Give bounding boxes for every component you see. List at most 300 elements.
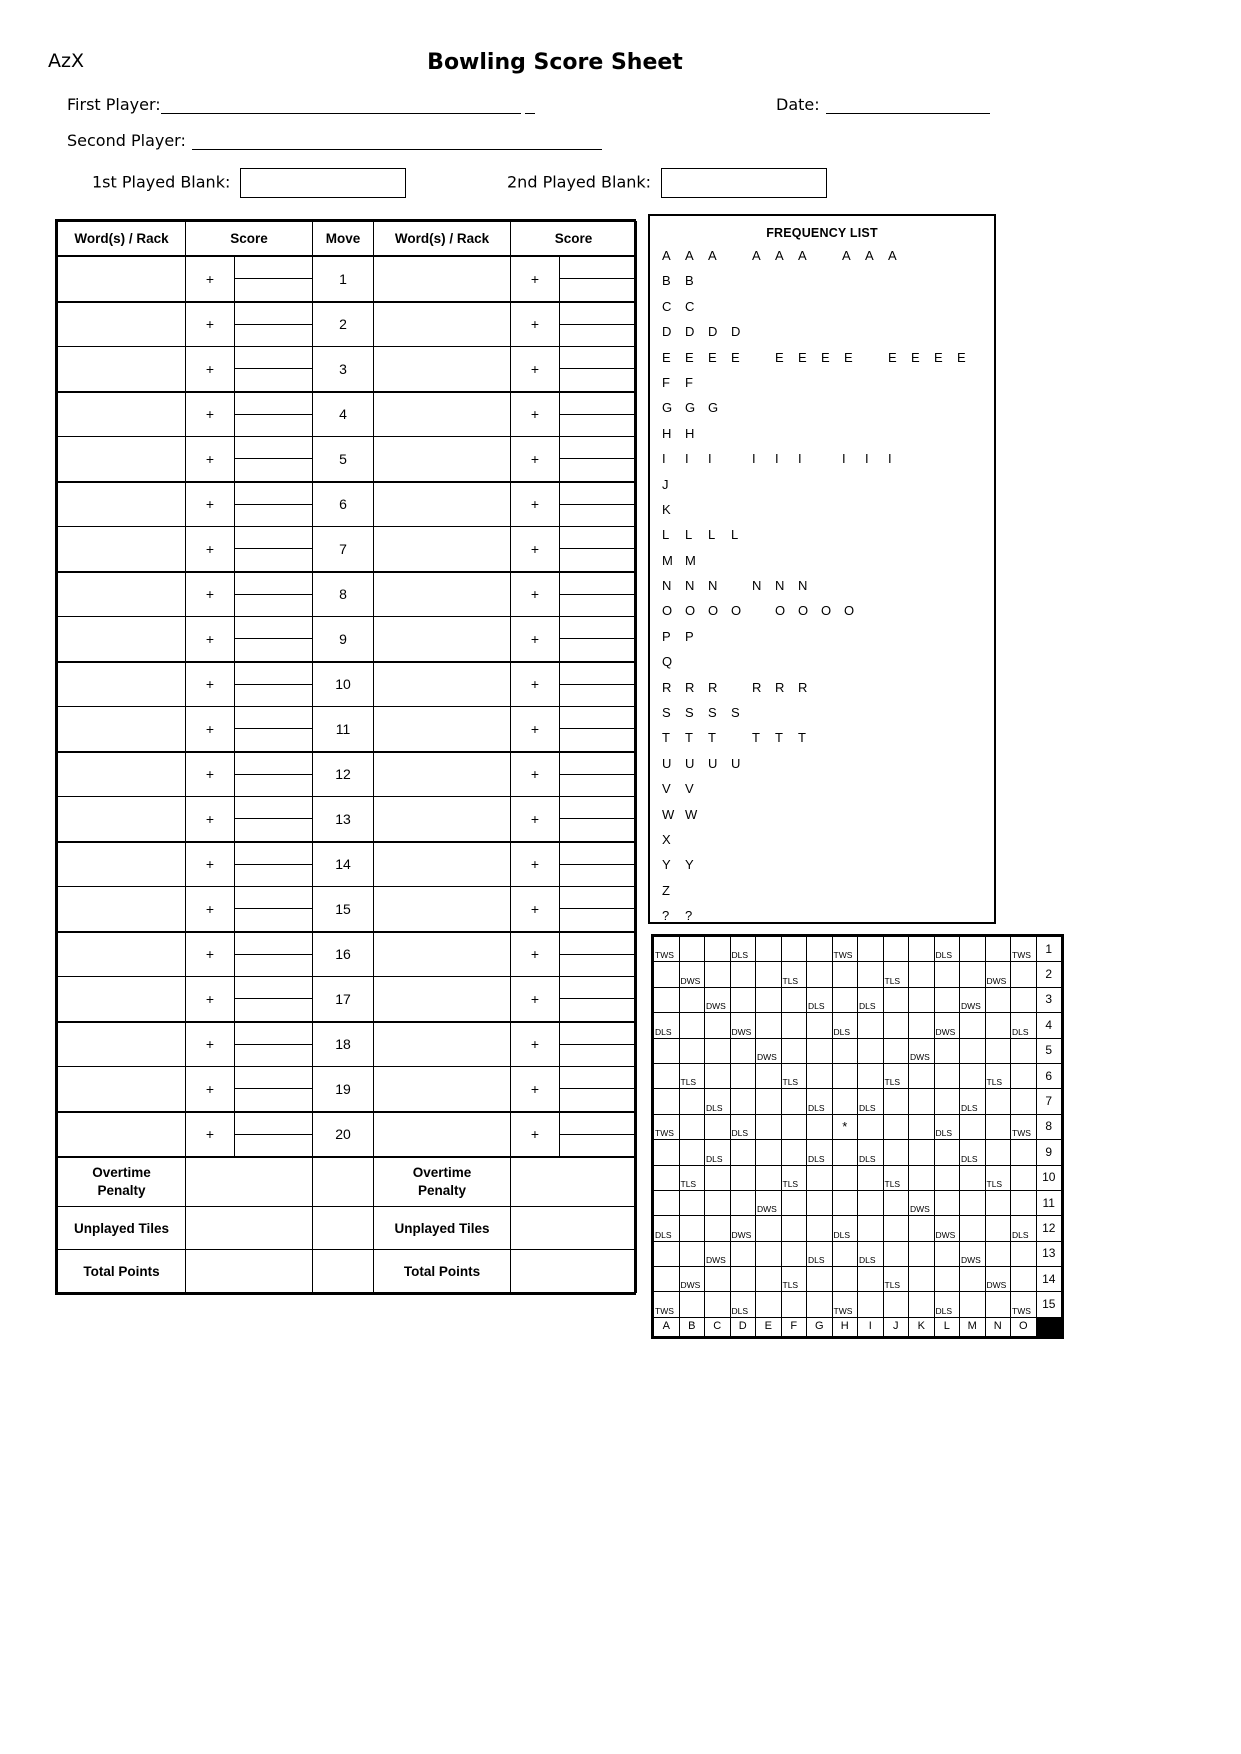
score-split-box[interactable] — [234, 1113, 312, 1157]
board-square-dls[interactable]: DLS — [934, 937, 960, 962]
score-split-bottom[interactable] — [560, 595, 636, 616]
board-square-plain[interactable] — [883, 1140, 909, 1165]
score-cell-player2[interactable] — [511, 437, 637, 482]
score-split-box[interactable] — [559, 753, 636, 797]
score-split-top[interactable] — [560, 1067, 636, 1089]
board-square-plain[interactable] — [654, 1190, 680, 1215]
word-rack-cell-player1[interactable] — [58, 256, 186, 302]
score-split-top[interactable] — [235, 347, 312, 369]
first-blank-input[interactable] — [240, 168, 406, 198]
board-square-plain[interactable] — [934, 1089, 960, 1114]
board-square-plain[interactable] — [679, 1216, 705, 1241]
board-square-plain[interactable] — [807, 1063, 833, 1088]
board-square-plain[interactable] — [934, 1267, 960, 1292]
score-cell-player1[interactable] — [186, 392, 313, 437]
board-square-plain[interactable] — [705, 937, 731, 962]
score-split-box[interactable] — [234, 573, 312, 617]
board-square-plain[interactable] — [730, 1140, 756, 1165]
word-rack-cell-player2[interactable] — [374, 887, 511, 932]
score-split-bottom[interactable] — [235, 865, 312, 886]
score-split-top[interactable] — [560, 617, 636, 639]
word-rack-cell-player1[interactable] — [58, 887, 186, 932]
score-split-bottom[interactable] — [235, 955, 312, 976]
board-square-plain[interactable] — [1011, 1165, 1037, 1190]
score-cell-player2[interactable] — [511, 887, 637, 932]
footer-value-player1[interactable] — [186, 1250, 313, 1293]
board-square-plain[interactable] — [960, 1165, 986, 1190]
score-split-top[interactable] — [560, 393, 636, 415]
score-cell-player2[interactable] — [511, 977, 637, 1022]
board-square-plain[interactable] — [781, 987, 807, 1012]
board-square-tws[interactable]: TWS — [832, 1292, 858, 1317]
board-square-plain[interactable] — [909, 1063, 935, 1088]
score-split-bottom[interactable] — [560, 909, 636, 930]
score-split-top[interactable] — [560, 1113, 636, 1135]
first-player-input[interactable] — [161, 98, 521, 114]
score-split-top[interactable] — [235, 753, 312, 775]
word-rack-cell-player1[interactable] — [58, 707, 186, 752]
board-square-plain[interactable] — [858, 962, 884, 987]
board-square-plain[interactable] — [756, 987, 782, 1012]
board-square-plain[interactable] — [654, 1241, 680, 1266]
score-split-box[interactable] — [559, 437, 636, 481]
board-square-plain[interactable] — [807, 1038, 833, 1063]
board-square-dls[interactable]: DLS — [730, 1292, 756, 1317]
word-rack-cell-player1[interactable] — [58, 932, 186, 977]
board-square-plain[interactable] — [679, 1114, 705, 1139]
board-square-plain[interactable] — [679, 1038, 705, 1063]
word-rack-cell-player1[interactable] — [58, 527, 186, 572]
score-split-box[interactable] — [559, 527, 636, 571]
score-split-bottom[interactable] — [235, 775, 312, 796]
board-square-dls[interactable]: DLS — [654, 1013, 680, 1038]
board-square-plain[interactable] — [679, 1140, 705, 1165]
board-square-plain[interactable] — [934, 1140, 960, 1165]
board-square-tls[interactable]: TLS — [883, 1267, 909, 1292]
board-square-plain[interactable] — [705, 962, 731, 987]
word-rack-cell-player2[interactable] — [374, 302, 511, 347]
board-square-plain[interactable] — [985, 937, 1011, 962]
board-square-dws[interactable]: DWS — [985, 962, 1011, 987]
board-square-plain[interactable] — [985, 1190, 1011, 1215]
score-split-top[interactable] — [235, 573, 312, 595]
board-square-plain[interactable] — [934, 987, 960, 1012]
board-square-plain[interactable] — [781, 1089, 807, 1114]
score-split-bottom[interactable] — [235, 729, 312, 750]
board-square-plain[interactable] — [1011, 1063, 1037, 1088]
word-rack-cell-player2[interactable] — [374, 437, 511, 482]
score-split-bottom[interactable] — [560, 459, 636, 480]
board-square-plain[interactable] — [858, 1013, 884, 1038]
board-square-plain[interactable] — [654, 1089, 680, 1114]
board-square-plain[interactable] — [909, 1140, 935, 1165]
board-square-plain[interactable] — [807, 1292, 833, 1317]
word-rack-cell-player1[interactable] — [58, 392, 186, 437]
score-split-box[interactable] — [234, 393, 312, 437]
board-square-plain[interactable] — [832, 962, 858, 987]
word-rack-cell-player2[interactable] — [374, 347, 511, 392]
board-square-tws[interactable]: TWS — [654, 937, 680, 962]
board-square-plain[interactable] — [858, 1063, 884, 1088]
board-square-plain[interactable] — [730, 1038, 756, 1063]
board-square-plain[interactable] — [960, 1013, 986, 1038]
board-square-plain[interactable] — [730, 987, 756, 1012]
board-square-plain[interactable] — [934, 1063, 960, 1088]
board-square-tls[interactable]: TLS — [781, 1165, 807, 1190]
board-square-plain[interactable] — [679, 1190, 705, 1215]
score-split-box[interactable] — [234, 707, 312, 751]
score-split-box[interactable] — [559, 707, 636, 751]
board-square-plain[interactable] — [909, 1292, 935, 1317]
board-square-plain[interactable] — [1011, 1089, 1037, 1114]
board-square-plain[interactable] — [756, 1165, 782, 1190]
board-square-plain[interactable] — [730, 962, 756, 987]
word-rack-cell-player1[interactable] — [58, 1067, 186, 1112]
board-square-plain[interactable] — [858, 1216, 884, 1241]
second-player-input[interactable] — [192, 134, 602, 150]
score-split-top[interactable] — [235, 257, 312, 279]
word-rack-cell-player2[interactable] — [374, 752, 511, 797]
board-square-plain[interactable] — [654, 987, 680, 1012]
score-split-box[interactable] — [234, 663, 312, 707]
score-split-box[interactable] — [234, 257, 312, 301]
word-rack-cell-player1[interactable] — [58, 1022, 186, 1067]
score-split-bottom[interactable] — [560, 955, 636, 976]
score-split-box[interactable] — [559, 843, 636, 887]
board-square-dws[interactable]: DWS — [960, 987, 986, 1012]
score-split-bottom[interactable] — [560, 685, 636, 706]
score-split-bottom[interactable] — [235, 819, 312, 840]
board-square-plain[interactable] — [909, 1089, 935, 1114]
board-square-plain[interactable] — [934, 1241, 960, 1266]
word-rack-cell-player2[interactable] — [374, 527, 511, 572]
board-square-dls[interactable]: DLS — [858, 987, 884, 1012]
board-square-plain[interactable] — [781, 1216, 807, 1241]
board-square-dws[interactable]: DWS — [730, 1013, 756, 1038]
board-square-plain[interactable] — [781, 1140, 807, 1165]
board-square-plain[interactable] — [654, 962, 680, 987]
score-split-box[interactable] — [559, 303, 636, 347]
board-square-tws[interactable]: TWS — [654, 1114, 680, 1139]
score-split-top[interactable] — [235, 1113, 312, 1135]
score-split-bottom[interactable] — [560, 865, 636, 886]
board-square-plain[interactable] — [730, 1190, 756, 1215]
score-cell-player1[interactable] — [186, 1067, 313, 1112]
board-square-dws[interactable]: DWS — [756, 1038, 782, 1063]
board-square-plain[interactable] — [858, 1190, 884, 1215]
score-split-bottom[interactable] — [235, 505, 312, 526]
board-square-plain[interactable] — [909, 962, 935, 987]
board-square-tls[interactable]: TLS — [883, 962, 909, 987]
word-rack-cell-player2[interactable] — [374, 572, 511, 617]
board-square-dls[interactable]: DLS — [960, 1089, 986, 1114]
board-square-plain[interactable] — [985, 1013, 1011, 1038]
board-square-plain[interactable] — [705, 1292, 731, 1317]
score-split-bottom[interactable] — [560, 999, 636, 1020]
board-square-plain[interactable] — [1011, 987, 1037, 1012]
score-split-top[interactable] — [235, 977, 312, 999]
board-square-plain[interactable] — [883, 1089, 909, 1114]
score-split-bottom[interactable] — [235, 415, 312, 436]
score-split-bottom[interactable] — [560, 1135, 636, 1156]
board-square-plain[interactable] — [1011, 1267, 1037, 1292]
score-split-top[interactable] — [560, 663, 636, 685]
score-cell-player1[interactable] — [186, 797, 313, 842]
board-square-tws[interactable]: TWS — [832, 937, 858, 962]
board-square-plain[interactable] — [730, 1165, 756, 1190]
board-square-tls[interactable]: TLS — [781, 1267, 807, 1292]
score-split-box[interactable] — [234, 1023, 312, 1067]
board-square-plain[interactable] — [960, 1063, 986, 1088]
board-square-tls[interactable]: TLS — [883, 1063, 909, 1088]
score-split-top[interactable] — [560, 707, 636, 729]
score-split-top[interactable] — [235, 933, 312, 955]
board-square-plain[interactable] — [985, 1216, 1011, 1241]
score-split-bottom[interactable] — [560, 1045, 636, 1066]
score-split-box[interactable] — [234, 843, 312, 887]
board-square-plain[interactable] — [679, 987, 705, 1012]
board-square-dls[interactable]: DLS — [730, 937, 756, 962]
score-split-bottom[interactable] — [560, 1089, 636, 1110]
score-split-box[interactable] — [559, 797, 636, 841]
score-cell-player2[interactable] — [511, 1067, 637, 1112]
date-input[interactable] — [826, 98, 990, 114]
word-rack-cell-player1[interactable] — [58, 572, 186, 617]
word-rack-cell-player1[interactable] — [58, 347, 186, 392]
board-square-plain[interactable] — [654, 1140, 680, 1165]
footer-value-player2[interactable] — [511, 1207, 637, 1250]
score-split-bottom[interactable] — [560, 415, 636, 436]
score-cell-player2[interactable] — [511, 1022, 637, 1067]
board-square-plain[interactable] — [756, 1216, 782, 1241]
board-square-dws[interactable]: DWS — [679, 962, 705, 987]
board-square-tws[interactable]: TWS — [1011, 1292, 1037, 1317]
board-square-plain[interactable] — [1011, 962, 1037, 987]
board-square-plain[interactable] — [705, 1063, 731, 1088]
word-rack-cell-player2[interactable] — [374, 842, 511, 887]
board-square-plain[interactable] — [654, 1038, 680, 1063]
score-split-bottom[interactable] — [560, 819, 636, 840]
board-square-plain[interactable] — [960, 1267, 986, 1292]
word-rack-cell-player1[interactable] — [58, 662, 186, 707]
board-square-plain[interactable] — [883, 1038, 909, 1063]
board-square-plain[interactable] — [654, 1063, 680, 1088]
score-split-top[interactable] — [235, 483, 312, 505]
second-blank-input[interactable] — [661, 168, 827, 198]
board-square-plain[interactable] — [858, 1038, 884, 1063]
score-cell-player2[interactable] — [511, 527, 637, 572]
word-rack-cell-player1[interactable] — [58, 302, 186, 347]
score-split-top[interactable] — [235, 1067, 312, 1089]
board-square-plain[interactable] — [832, 1089, 858, 1114]
score-split-top[interactable] — [235, 707, 312, 729]
score-split-box[interactable] — [234, 303, 312, 347]
board-square-plain[interactable] — [985, 1140, 1011, 1165]
board-square-dls[interactable]: DLS — [705, 1140, 731, 1165]
score-split-bottom[interactable] — [235, 1135, 312, 1156]
word-rack-cell-player1[interactable] — [58, 617, 186, 662]
score-split-top[interactable] — [560, 303, 636, 325]
board-square-dws[interactable]: DWS — [705, 987, 731, 1012]
board-square-plain[interactable] — [832, 1063, 858, 1088]
board-square-tls[interactable]: TLS — [679, 1063, 705, 1088]
board-square-plain[interactable] — [832, 1140, 858, 1165]
score-split-bottom[interactable] — [560, 369, 636, 390]
board-square-plain[interactable] — [832, 1267, 858, 1292]
score-split-top[interactable] — [235, 663, 312, 685]
word-rack-cell-player1[interactable] — [58, 437, 186, 482]
score-split-top[interactable] — [235, 527, 312, 549]
board-square-plain[interactable] — [756, 1241, 782, 1266]
score-split-bottom[interactable] — [235, 639, 312, 660]
score-split-box[interactable] — [234, 933, 312, 977]
score-split-box[interactable] — [234, 1067, 312, 1111]
score-cell-player1[interactable] — [186, 977, 313, 1022]
score-split-top[interactable] — [560, 347, 636, 369]
board-square-plain[interactable] — [960, 937, 986, 962]
board-square-dws[interactable]: DWS — [909, 1190, 935, 1215]
board-square-plain[interactable] — [909, 937, 935, 962]
score-split-top[interactable] — [560, 797, 636, 819]
score-cell-player2[interactable] — [511, 752, 637, 797]
board-square-plain[interactable] — [909, 1241, 935, 1266]
score-split-bottom[interactable] — [235, 279, 312, 300]
board-square-plain[interactable] — [756, 937, 782, 962]
board-square-plain[interactable] — [807, 937, 833, 962]
board-square-plain[interactable] — [858, 1267, 884, 1292]
board-square-plain[interactable] — [781, 1013, 807, 1038]
board-square-plain[interactable] — [807, 1165, 833, 1190]
score-split-bottom[interactable] — [235, 459, 312, 480]
board-square-plain[interactable] — [883, 1114, 909, 1139]
board-square-tws[interactable]: TWS — [1011, 1114, 1037, 1139]
score-split-top[interactable] — [560, 483, 636, 505]
score-cell-player2[interactable] — [511, 302, 637, 347]
board-square-dls[interactable]: DLS — [934, 1114, 960, 1139]
board-square-plain[interactable] — [705, 1038, 731, 1063]
score-cell-player1[interactable] — [186, 256, 313, 302]
score-split-bottom[interactable] — [235, 369, 312, 390]
board-square-tls[interactable]: TLS — [985, 1165, 1011, 1190]
board-square-plain[interactable] — [679, 1089, 705, 1114]
word-rack-cell-player2[interactable] — [374, 1067, 511, 1112]
score-split-top[interactable] — [560, 887, 636, 909]
board-square-plain[interactable] — [985, 1292, 1011, 1317]
board-square-plain[interactable] — [705, 1013, 731, 1038]
score-split-top[interactable] — [235, 437, 312, 459]
score-split-box[interactable] — [559, 1023, 636, 1067]
score-cell-player1[interactable] — [186, 932, 313, 977]
score-split-top[interactable] — [235, 843, 312, 865]
score-split-box[interactable] — [559, 887, 636, 931]
score-cell-player1[interactable] — [186, 572, 313, 617]
board-square-dls[interactable]: DLS — [807, 1140, 833, 1165]
board-square-dls[interactable]: DLS — [654, 1216, 680, 1241]
board-square-plain[interactable] — [654, 1267, 680, 1292]
score-cell-player1[interactable] — [186, 437, 313, 482]
score-split-box[interactable] — [234, 887, 312, 931]
board-square-plain[interactable] — [909, 1216, 935, 1241]
board-square-plain[interactable] — [730, 1089, 756, 1114]
score-split-box[interactable] — [234, 797, 312, 841]
score-split-bottom[interactable] — [235, 595, 312, 616]
board-square-plain[interactable] — [730, 1063, 756, 1088]
score-split-bottom[interactable] — [560, 325, 636, 346]
board-square-plain[interactable] — [1011, 1190, 1037, 1215]
score-cell-player1[interactable] — [186, 752, 313, 797]
score-split-box[interactable] — [234, 977, 312, 1021]
score-cell-player1[interactable] — [186, 617, 313, 662]
score-split-bottom[interactable] — [235, 1045, 312, 1066]
footer-value-player2[interactable] — [511, 1250, 637, 1293]
board-square-tls[interactable]: TLS — [883, 1165, 909, 1190]
score-split-top[interactable] — [560, 843, 636, 865]
board-square-plain[interactable] — [832, 1190, 858, 1215]
score-split-bottom[interactable] — [235, 685, 312, 706]
board-square-plain[interactable] — [934, 962, 960, 987]
word-rack-cell-player1[interactable] — [58, 752, 186, 797]
board-square-plain[interactable] — [730, 1241, 756, 1266]
score-cell-player2[interactable] — [511, 347, 637, 392]
board-square-plain[interactable] — [679, 1241, 705, 1266]
word-rack-cell-player2[interactable] — [374, 797, 511, 842]
word-rack-cell-player2[interactable] — [374, 482, 511, 527]
score-split-bottom[interactable] — [235, 909, 312, 930]
score-split-bottom[interactable] — [560, 505, 636, 526]
board-square-plain[interactable] — [756, 1089, 782, 1114]
board-square-plain[interactable] — [781, 1038, 807, 1063]
score-cell-player1[interactable] — [186, 347, 313, 392]
score-cell-player1[interactable] — [186, 302, 313, 347]
board-square-plain[interactable] — [807, 1013, 833, 1038]
board-square-plain[interactable] — [960, 962, 986, 987]
board-square-plain[interactable] — [934, 1165, 960, 1190]
word-rack-cell-player1[interactable] — [58, 482, 186, 527]
board-square-plain[interactable] — [807, 1114, 833, 1139]
board-square-plain[interactable] — [679, 1292, 705, 1317]
score-split-bottom[interactable] — [560, 639, 636, 660]
board-square-plain[interactable] — [985, 1241, 1011, 1266]
score-split-bottom[interactable] — [560, 279, 636, 300]
board-square-tls[interactable]: TLS — [985, 1063, 1011, 1088]
board-square-dls[interactable]: DLS — [705, 1089, 731, 1114]
board-square-plain[interactable] — [1011, 1140, 1037, 1165]
score-split-top[interactable] — [560, 1023, 636, 1045]
board-square-plain[interactable] — [985, 987, 1011, 1012]
score-split-bottom[interactable] — [235, 549, 312, 570]
score-split-top[interactable] — [560, 977, 636, 999]
board-square-plain[interactable] — [781, 1241, 807, 1266]
score-split-box[interactable] — [559, 977, 636, 1021]
board-square-dws[interactable]: DWS — [934, 1216, 960, 1241]
score-cell-player1[interactable] — [186, 842, 313, 887]
score-cell-player2[interactable] — [511, 1112, 637, 1158]
board-square-plain[interactable] — [934, 1190, 960, 1215]
score-cell-player2[interactable] — [511, 707, 637, 752]
board-square-dls[interactable]: DLS — [858, 1140, 884, 1165]
board-square-plain[interactable] — [705, 1267, 731, 1292]
board-square-plain[interactable] — [756, 962, 782, 987]
score-split-box[interactable] — [234, 347, 312, 391]
board-square-plain[interactable] — [883, 937, 909, 962]
score-split-bottom[interactable] — [235, 999, 312, 1020]
word-rack-cell-player2[interactable] — [374, 662, 511, 707]
board-square-plain[interactable] — [934, 1038, 960, 1063]
board-square-dls[interactable]: DLS — [934, 1292, 960, 1317]
board-center-star[interactable]: * — [832, 1114, 858, 1139]
board-square-plain[interactable] — [883, 1241, 909, 1266]
score-split-top[interactable] — [235, 393, 312, 415]
